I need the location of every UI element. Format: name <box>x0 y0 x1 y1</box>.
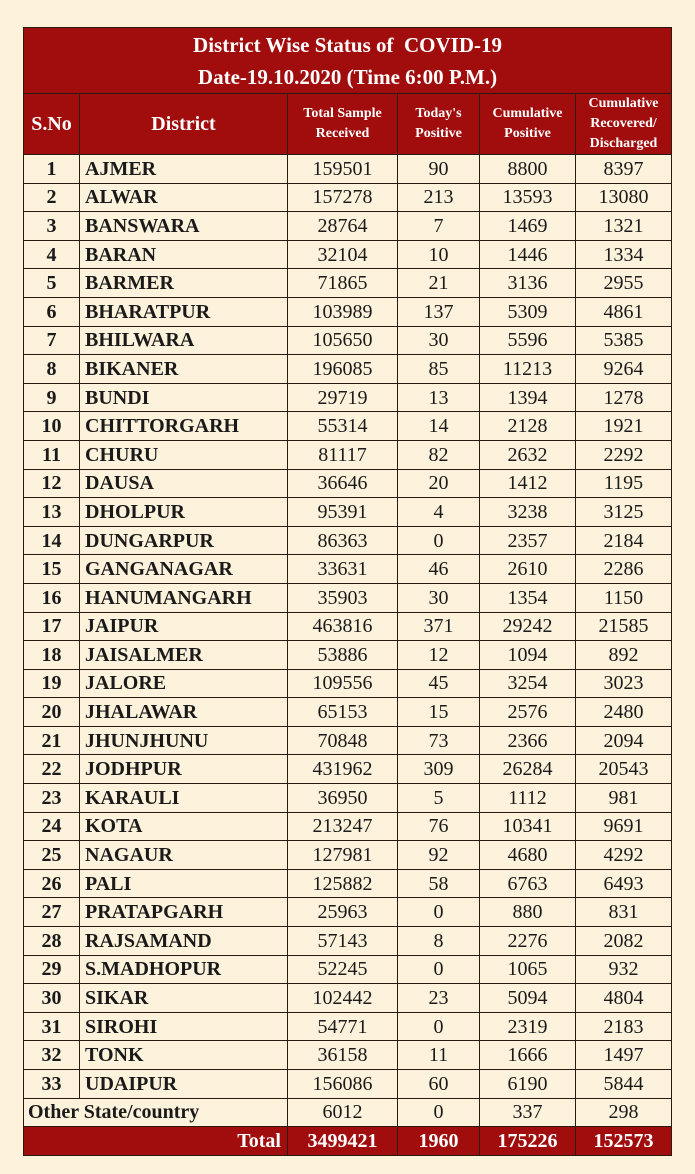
row-total-sample: 65153 <box>288 698 398 727</box>
row-district: JHALAWAR <box>80 698 288 727</box>
table-row <box>24 812 672 841</box>
row-cumulative-recovered: 4292 <box>576 841 672 870</box>
row-cumulative-positive: 2576 <box>480 698 576 727</box>
row-sno: 4 <box>24 240 80 269</box>
row-district: BUNDI <box>80 383 288 412</box>
table-row <box>24 583 672 612</box>
header-cum-pos-line1: Cumulative <box>492 106 563 121</box>
row-cumulative-positive: 29242 <box>480 612 576 641</box>
row-total-sample: 71865 <box>288 269 398 298</box>
header-total-sample-line2: Received <box>315 126 370 141</box>
table-row <box>24 841 672 870</box>
row-cumulative-positive: 8800 <box>480 155 576 184</box>
row-cumulative-recovered: 1334 <box>576 240 672 269</box>
row-cumulative-positive: 2632 <box>480 440 576 469</box>
row-sno: 33 <box>24 1070 80 1099</box>
row-today-positive: 76 <box>398 812 480 841</box>
table-row <box>24 955 672 984</box>
row-today-positive: 4 <box>398 498 480 527</box>
row-cumulative-recovered: 1195 <box>576 469 672 498</box>
row-sno: 27 <box>24 898 80 927</box>
row-cumulative-recovered: 3023 <box>576 669 672 698</box>
row-today-positive: 73 <box>398 726 480 755</box>
row-sno: 10 <box>24 412 80 441</box>
row-cumulative-positive: 5094 <box>480 984 576 1013</box>
table-row <box>24 869 672 898</box>
other-state-label: Other State/country <box>24 1098 288 1127</box>
other-total-sample: 6012 <box>288 1098 398 1127</box>
row-cumulative-positive: 4680 <box>480 841 576 870</box>
row-sno: 30 <box>24 984 80 1013</box>
row-total-sample: 159501 <box>288 155 398 184</box>
row-today-positive: 21 <box>398 269 480 298</box>
row-cumulative-recovered: 20543 <box>576 755 672 784</box>
row-total-sample: 36646 <box>288 469 398 498</box>
row-district: CHITTORGARH <box>80 412 288 441</box>
row-cumulative-recovered: 4804 <box>576 984 672 1013</box>
row-district: BIKANER <box>80 355 288 384</box>
row-total-sample: 103989 <box>288 297 398 326</box>
row-cumulative-positive: 6190 <box>480 1070 576 1099</box>
row-today-positive: 137 <box>398 297 480 326</box>
row-district: AJMER <box>80 155 288 184</box>
table-row <box>24 326 672 355</box>
row-sno: 20 <box>24 698 80 727</box>
row-cumulative-recovered: 1278 <box>576 383 672 412</box>
row-sno: 31 <box>24 1012 80 1041</box>
total-label: Total <box>24 1127 288 1156</box>
table-row <box>24 898 672 927</box>
table-row <box>24 355 672 384</box>
row-today-positive: 309 <box>398 755 480 784</box>
row-today-positive: 0 <box>398 1012 480 1041</box>
header-sno: S.No <box>24 94 80 155</box>
row-district: GANGANAGAR <box>80 555 288 584</box>
header-today-positive <box>398 94 480 155</box>
row-cumulative-recovered: 9691 <box>576 812 672 841</box>
table-row <box>24 269 672 298</box>
row-today-positive: 90 <box>398 155 480 184</box>
title-row <box>24 28 672 94</box>
row-total-sample: 125882 <box>288 869 398 898</box>
table-row <box>24 726 672 755</box>
table-row <box>24 555 672 584</box>
row-district: NAGAUR <box>80 841 288 870</box>
row-district: UDAIPUR <box>80 1070 288 1099</box>
row-total-sample: 157278 <box>288 183 398 212</box>
row-cumulative-positive: 880 <box>480 898 576 927</box>
row-today-positive: 23 <box>398 984 480 1013</box>
row-cumulative-positive: 2128 <box>480 412 576 441</box>
row-district: DHOLPUR <box>80 498 288 527</box>
row-sno: 29 <box>24 955 80 984</box>
row-total-sample: 213247 <box>288 812 398 841</box>
row-cumulative-positive: 2357 <box>480 526 576 555</box>
row-sno: 8 <box>24 355 80 384</box>
table-row <box>24 984 672 1013</box>
row-sno: 5 <box>24 269 80 298</box>
row-total-sample: 29719 <box>288 383 398 412</box>
row-cumulative-positive: 1094 <box>480 641 576 670</box>
row-today-positive: 58 <box>398 869 480 898</box>
table-row <box>24 383 672 412</box>
row-cumulative-recovered: 9264 <box>576 355 672 384</box>
row-today-positive: 13 <box>398 383 480 412</box>
row-cumulative-positive: 5309 <box>480 297 576 326</box>
row-district: ALWAR <box>80 183 288 212</box>
row-cumulative-recovered: 5385 <box>576 326 672 355</box>
header-cum-rec-line1: Cumulative <box>588 96 659 111</box>
row-cumulative-recovered: 2184 <box>576 526 672 555</box>
row-cumulative-positive: 10341 <box>480 812 576 841</box>
row-district: JAIPUR <box>80 612 288 641</box>
header-cumulative-recovered <box>576 94 672 155</box>
row-total-sample: 95391 <box>288 498 398 527</box>
row-district: CHURU <box>80 440 288 469</box>
row-sno: 28 <box>24 927 80 956</box>
row-cumulative-positive: 3136 <box>480 269 576 298</box>
row-sno: 18 <box>24 641 80 670</box>
row-cumulative-positive: 2610 <box>480 555 576 584</box>
row-sno: 24 <box>24 812 80 841</box>
row-today-positive: 15 <box>398 698 480 727</box>
row-cumulative-positive: 1065 <box>480 955 576 984</box>
row-district: BANSWARA <box>80 212 288 241</box>
header-cumulative-positive <box>480 94 576 155</box>
row-total-sample: 70848 <box>288 726 398 755</box>
row-today-positive: 5 <box>398 784 480 813</box>
row-sno: 17 <box>24 612 80 641</box>
row-cumulative-positive: 26284 <box>480 755 576 784</box>
row-sno: 22 <box>24 755 80 784</box>
row-today-positive: 12 <box>398 641 480 670</box>
table-row <box>24 1041 672 1070</box>
row-sno: 15 <box>24 555 80 584</box>
row-sno: 26 <box>24 869 80 898</box>
row-total-sample: 109556 <box>288 669 398 698</box>
row-sno: 14 <box>24 526 80 555</box>
row-cumulative-positive: 2366 <box>480 726 576 755</box>
table-row <box>24 412 672 441</box>
row-cumulative-recovered: 2183 <box>576 1012 672 1041</box>
row-sno: 25 <box>24 841 80 870</box>
header-today-line1: Today's <box>415 106 462 121</box>
covid-status-table <box>23 27 672 1156</box>
table-row <box>24 755 672 784</box>
row-district: RAJSAMAND <box>80 927 288 956</box>
row-today-positive: 10 <box>398 240 480 269</box>
row-district: S.MADHOPUR <box>80 955 288 984</box>
row-today-positive: 213 <box>398 183 480 212</box>
row-cumulative-positive: 1446 <box>480 240 576 269</box>
row-cumulative-recovered: 13080 <box>576 183 672 212</box>
row-sno: 23 <box>24 784 80 813</box>
row-today-positive: 0 <box>398 898 480 927</box>
row-district: BHILWARA <box>80 326 288 355</box>
row-district: SIKAR <box>80 984 288 1013</box>
row-cumulative-positive: 1666 <box>480 1041 576 1070</box>
row-total-sample: 105650 <box>288 326 398 355</box>
title-line-1: District Wise Status of COVID-19 <box>193 32 502 57</box>
row-total-sample: 431962 <box>288 755 398 784</box>
row-sno: 12 <box>24 469 80 498</box>
table-row <box>24 612 672 641</box>
row-today-positive: 30 <box>398 583 480 612</box>
row-today-positive: 0 <box>398 526 480 555</box>
table-row <box>24 698 672 727</box>
row-total-sample: 52245 <box>288 955 398 984</box>
row-district: BARAN <box>80 240 288 269</box>
row-today-positive: 45 <box>398 669 480 698</box>
row-district: SIROHI <box>80 1012 288 1041</box>
row-total-sample: 196085 <box>288 355 398 384</box>
table-row <box>24 297 672 326</box>
row-total-sample: 32104 <box>288 240 398 269</box>
table-row <box>24 641 672 670</box>
row-total-sample: 86363 <box>288 526 398 555</box>
table-row <box>24 784 672 813</box>
row-district: HANUMANGARH <box>80 583 288 612</box>
row-sno: 9 <box>24 383 80 412</box>
row-cumulative-recovered: 8397 <box>576 155 672 184</box>
row-cumulative-recovered: 4861 <box>576 297 672 326</box>
row-district: PRATAPGARH <box>80 898 288 927</box>
row-total-sample: 28764 <box>288 212 398 241</box>
row-total-sample: 53886 <box>288 641 398 670</box>
other-today-positive: 0 <box>398 1098 480 1127</box>
row-sno: 6 <box>24 297 80 326</box>
table-row <box>24 240 672 269</box>
row-cumulative-recovered: 21585 <box>576 612 672 641</box>
row-total-sample: 54771 <box>288 1012 398 1041</box>
row-today-positive: 46 <box>398 555 480 584</box>
header-today-line2: Positive <box>415 126 462 141</box>
total-sample-sum: 3499421 <box>288 1127 398 1156</box>
other-state-row <box>24 1098 672 1127</box>
row-total-sample: 57143 <box>288 927 398 956</box>
table-row <box>24 927 672 956</box>
header-total-sample-line1: Total Sample <box>303 106 382 121</box>
row-district: DUNGARPUR <box>80 526 288 555</box>
total-cumulative-recovered-sum: 152573 <box>576 1127 672 1156</box>
row-cumulative-positive: 13593 <box>480 183 576 212</box>
row-sno: 32 <box>24 1041 80 1070</box>
table-row <box>24 469 672 498</box>
table-row <box>24 183 672 212</box>
row-sno: 11 <box>24 440 80 469</box>
row-sno: 13 <box>24 498 80 527</box>
row-total-sample: 36158 <box>288 1041 398 1070</box>
row-cumulative-recovered: 3125 <box>576 498 672 527</box>
row-cumulative-positive: 1469 <box>480 212 576 241</box>
row-district: DAUSA <box>80 469 288 498</box>
row-today-positive: 11 <box>398 1041 480 1070</box>
total-today-positive-sum: 1960 <box>398 1127 480 1156</box>
row-cumulative-recovered: 2955 <box>576 269 672 298</box>
row-cumulative-recovered: 1921 <box>576 412 672 441</box>
row-total-sample: 102442 <box>288 984 398 1013</box>
row-cumulative-recovered: 831 <box>576 898 672 927</box>
row-cumulative-positive: 2276 <box>480 927 576 956</box>
header-cum-rec-line2: Recovered/ <box>590 116 657 131</box>
row-total-sample: 463816 <box>288 612 398 641</box>
row-district: PALI <box>80 869 288 898</box>
table-row <box>24 212 672 241</box>
table-row <box>24 526 672 555</box>
row-total-sample: 156086 <box>288 1070 398 1099</box>
row-sno: 16 <box>24 583 80 612</box>
row-cumulative-recovered: 6493 <box>576 869 672 898</box>
row-district: JODHPUR <box>80 755 288 784</box>
row-district: JHUNJHUNU <box>80 726 288 755</box>
row-cumulative-recovered: 2286 <box>576 555 672 584</box>
row-today-positive: 82 <box>398 440 480 469</box>
table-row <box>24 1070 672 1099</box>
table-body <box>24 155 672 1099</box>
table-row <box>24 498 672 527</box>
row-today-positive: 30 <box>398 326 480 355</box>
row-district: BARMER <box>80 269 288 298</box>
row-today-positive: 0 <box>398 955 480 984</box>
row-sno: 3 <box>24 212 80 241</box>
row-cumulative-recovered: 5844 <box>576 1070 672 1099</box>
row-cumulative-recovered: 932 <box>576 955 672 984</box>
row-cumulative-positive: 11213 <box>480 355 576 384</box>
row-sno: 7 <box>24 326 80 355</box>
header-cum-pos-line2: Positive <box>504 126 551 141</box>
row-today-positive: 7 <box>398 212 480 241</box>
row-cumulative-positive: 3254 <box>480 669 576 698</box>
title-line-2: Date-19.10.2020 (Time 6:00 P.M.) <box>197 64 498 89</box>
row-today-positive: 92 <box>398 841 480 870</box>
row-district: BHARATPUR <box>80 297 288 326</box>
row-sno: 2 <box>24 183 80 212</box>
row-cumulative-positive: 1354 <box>480 583 576 612</box>
row-cumulative-positive: 1412 <box>480 469 576 498</box>
row-total-sample: 55314 <box>288 412 398 441</box>
row-total-sample: 127981 <box>288 841 398 870</box>
header-cum-rec-line3: Discharged <box>589 136 658 151</box>
row-cumulative-recovered: 1321 <box>576 212 672 241</box>
row-total-sample: 25963 <box>288 898 398 927</box>
row-total-sample: 33631 <box>288 555 398 584</box>
row-district: TONK <box>80 1041 288 1070</box>
row-today-positive: 20 <box>398 469 480 498</box>
row-cumulative-positive: 5596 <box>480 326 576 355</box>
row-cumulative-recovered: 2292 <box>576 440 672 469</box>
header-total-sample <box>288 94 398 155</box>
row-cumulative-positive: 6763 <box>480 869 576 898</box>
row-district: JALORE <box>80 669 288 698</box>
total-cumulative-positive-sum: 175226 <box>480 1127 576 1156</box>
row-cumulative-recovered: 2082 <box>576 927 672 956</box>
row-today-positive: 85 <box>398 355 480 384</box>
row-today-positive: 8 <box>398 927 480 956</box>
row-cumulative-recovered: 2480 <box>576 698 672 727</box>
header-district: District <box>80 94 288 155</box>
table-row <box>24 669 672 698</box>
other-cumulative-recovered: 298 <box>576 1098 672 1127</box>
covid-status-table-wrapper <box>23 27 671 1156</box>
table-row <box>24 1012 672 1041</box>
table-title <box>24 28 672 94</box>
row-district: JAISALMER <box>80 641 288 670</box>
row-cumulative-positive: 1394 <box>480 383 576 412</box>
row-total-sample: 36950 <box>288 784 398 813</box>
row-cumulative-positive: 3238 <box>480 498 576 527</box>
total-row <box>24 1127 672 1156</box>
row-sno: 21 <box>24 726 80 755</box>
row-district: KARAULI <box>80 784 288 813</box>
other-cumulative-positive: 337 <box>480 1098 576 1127</box>
row-sno: 19 <box>24 669 80 698</box>
row-today-positive: 14 <box>398 412 480 441</box>
row-cumulative-recovered: 892 <box>576 641 672 670</box>
row-today-positive: 60 <box>398 1070 480 1099</box>
row-cumulative-recovered: 1150 <box>576 583 672 612</box>
row-total-sample: 35903 <box>288 583 398 612</box>
row-sno: 1 <box>24 155 80 184</box>
row-cumulative-recovered: 1497 <box>576 1041 672 1070</box>
table-row <box>24 440 672 469</box>
column-header-row <box>24 94 672 155</box>
row-district: KOTA <box>80 812 288 841</box>
row-cumulative-positive: 1112 <box>480 784 576 813</box>
row-total-sample: 81117 <box>288 440 398 469</box>
row-cumulative-positive: 2319 <box>480 1012 576 1041</box>
row-cumulative-recovered: 2094 <box>576 726 672 755</box>
row-cumulative-recovered: 981 <box>576 784 672 813</box>
table-row <box>24 155 672 184</box>
row-today-positive: 371 <box>398 612 480 641</box>
